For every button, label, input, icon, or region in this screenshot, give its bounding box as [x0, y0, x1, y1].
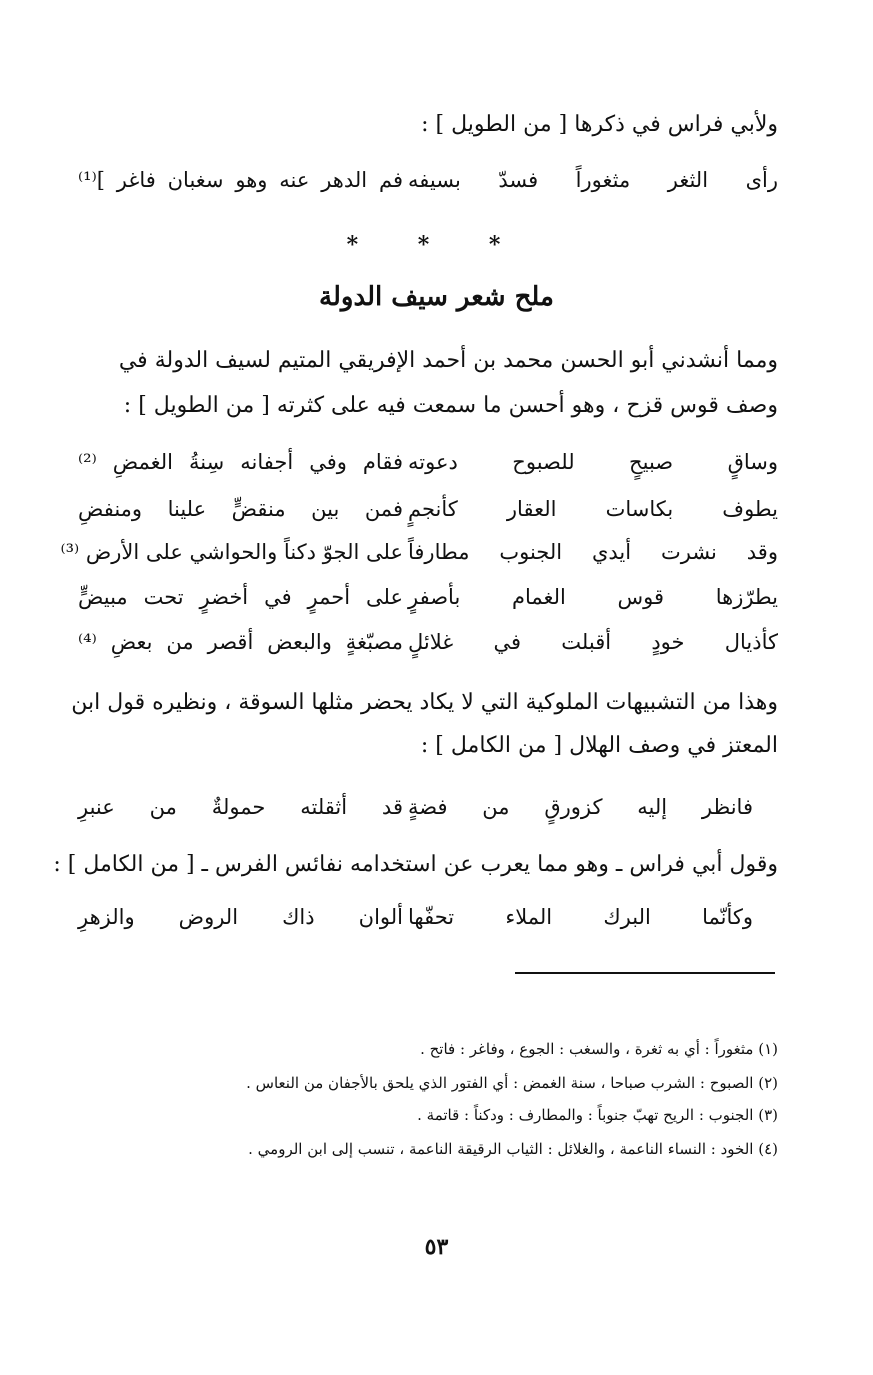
- verse-1-left-hemistich: فم الدهر عنه وهو سغبان فاغر ]⁽¹⁾: [78, 168, 403, 192]
- paragraph-2-line-2: وصف قوس قزح ، وهو أحسن ما سمعت فيه على كثرته [ من الطويل ] :: [123, 393, 778, 418]
- page-number: ٥٣: [424, 1234, 449, 1260]
- paragraph-2-line-1: ومما أنشدني أبو الحسن محمد بن أحمد الإفريقي المتيم لسيف الدولة في: [118, 348, 778, 373]
- paragraph-4-line: وقول أبي فراس ـ وهو مما يعرب عن استخدامه نفائس الفرس ـ [ من الكامل ] :: [53, 852, 778, 877]
- poem-verse-5-left: مصبّغةٍ والبعض أقصر من بعضِ ⁽⁴⁾: [78, 630, 403, 654]
- poem-verse-4-left: على أحمرٍ في أخضرٍ تحت مبيضٍّ: [78, 585, 403, 609]
- verse-abu-firas-right: وكأنّما البرك الملاء تحفّها: [408, 905, 753, 929]
- verse-hilal-right: فانظر إليه كزورقٍ من فضةٍ: [408, 795, 753, 819]
- footnote-1: (١) مثغوراً : أي به ثغرة ، والسغب : الجوع ، وفاغر : فاتح .: [420, 1040, 778, 1058]
- verse-hilal-left: قد أثقلته حمولةٌ من عنبرِ: [78, 795, 403, 819]
- intro-line: ولأبي فراس في ذكرها [ من الطويل ] :: [421, 112, 778, 137]
- poem-verse-1-right: وساقٍ صبيحٍ للصبوح دعوته: [408, 450, 778, 474]
- section-separator-stars: * * *: [346, 232, 527, 258]
- poem-verse-2-right: يطوف بكاسات العقار كأنجمٍ: [408, 497, 778, 521]
- footnote-3: (٣) الجنوب : الريح تهبّ جنوباً : والمطارف : ودكناً : قاتمة .: [417, 1106, 778, 1124]
- poem-verse-5-right: كأذيال خودٍ أقبلت في غلائلٍ: [408, 630, 778, 654]
- poem-verse-3-left: على الجوّ دكناً والحواشي على الأرض ⁽³⁾: [60, 540, 403, 564]
- footnote-2: (٢) الصبوح : الشرب صباحا ، سنة الغمض : أي الفتور الذي يلحق بالأجفان من النعاس .: [246, 1074, 778, 1092]
- poem-verse-2-left: فمن بين منقضٍّ علينا ومنفضِ: [78, 497, 403, 521]
- paragraph-3-line-2: المعتز في وصف الهلال [ من الكامل ] :: [420, 733, 778, 758]
- verse-abu-firas-left: ألوان ذاك الروض والزهرِ: [78, 905, 403, 929]
- poem-verse-3-right: وقد نشرت أيدي الجنوب مطارفاً: [408, 540, 778, 564]
- section-heading: ملح شعر سيف الدولة: [319, 282, 554, 312]
- verse-1-right-hemistich: رأى الثغر مثغوراً فسدّ بسيفه: [408, 168, 778, 192]
- footnote-4: (٤) الخود : النساء الناعمة ، والغلائل : الثياب الرقيقة الناعمة ، تنسب إلى ابن الرومي .: [248, 1140, 778, 1158]
- footnote-separator-rule: [515, 972, 775, 974]
- paragraph-3-line-1: وهذا من التشبيهات الملوكية التي لا يكاد يحضر مثلها السوقة ، ونظيره قول ابن: [71, 690, 778, 715]
- poem-verse-4-right: يطرّزها قوس الغمام بأصفرٍ: [408, 585, 778, 609]
- poem-verse-1-left: فقام وفي أجفانه سِنةُ الغمضِ ⁽²⁾: [78, 450, 403, 474]
